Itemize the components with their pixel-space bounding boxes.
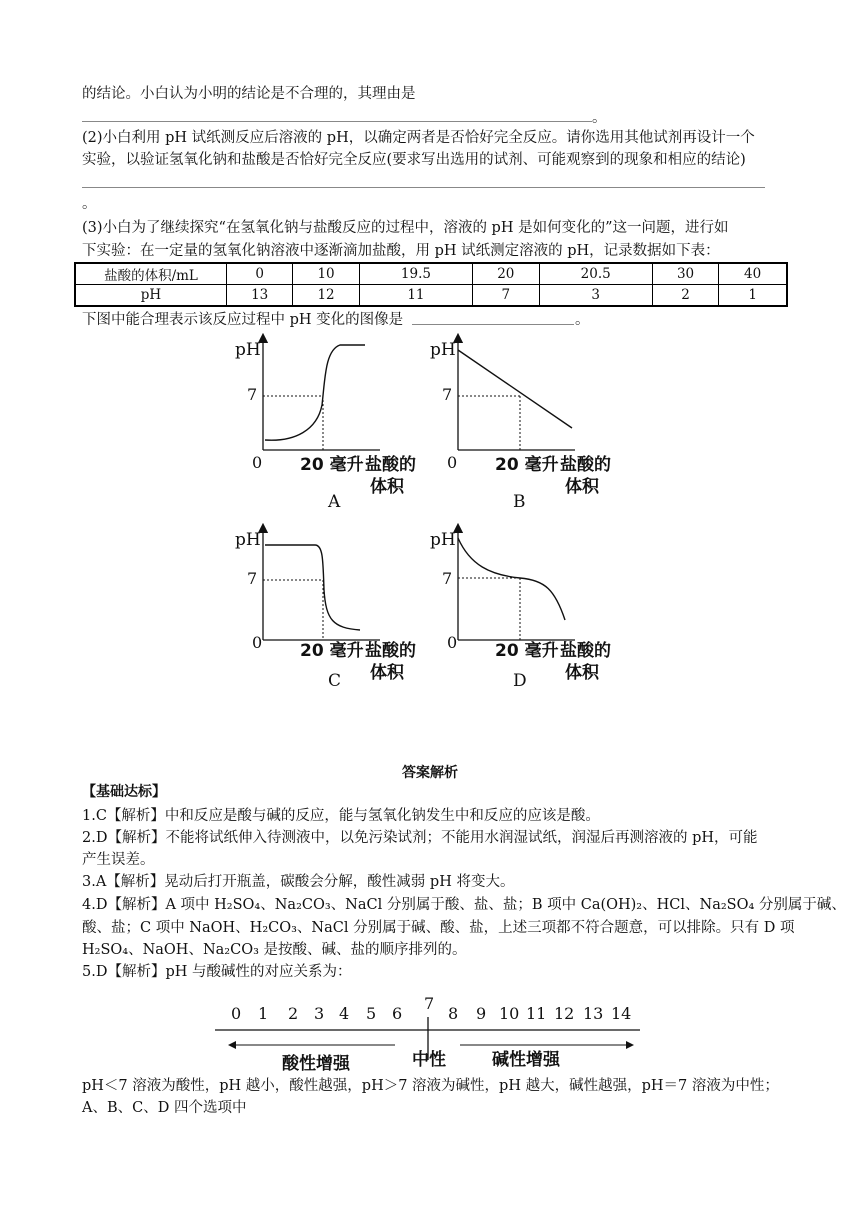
answer-blank[interactable] [412, 324, 574, 325]
x-axis-label: 体积 [565, 663, 599, 683]
data-table [74, 262, 788, 307]
y-axis-label: pH [430, 530, 456, 550]
answer-3: 3.A【解析】晃动后打开瓶盖，碳酸会分解，酸性减弱 pH 将变大。 [82, 874, 515, 890]
table-row-label: 盐酸的体积/mL [75, 263, 227, 285]
scale-tick-label: 14 [611, 1004, 632, 1023]
x-axis-label: 盐酸的 [365, 455, 416, 475]
answers-heading: 答案解析 [402, 765, 458, 781]
x-tick-label: 20 毫升 [495, 641, 559, 661]
answer-5: 5.D【解析】pH 与酸碱性的对应关系为： [82, 964, 352, 980]
table-cell: 13 [227, 285, 293, 307]
scale-tick-label: 2 [288, 1004, 299, 1023]
x-axis-label: 体积 [370, 663, 404, 683]
scale-tick-label: 4 [339, 1004, 350, 1023]
table-cell: 19.5 [359, 263, 472, 285]
x-axis-label: 盐酸的 [365, 641, 416, 661]
table-cell: 12 [293, 285, 359, 307]
scale-tick-label: 1 [258, 1004, 269, 1023]
table-cell: 10 [293, 263, 359, 285]
y-axis-label: pH [235, 340, 261, 360]
answer-2-cont: 产生误差。 [82, 852, 155, 868]
x-axis-label: 盐酸的 [560, 641, 611, 661]
seven-label: 7 [442, 385, 453, 404]
table-cell: 40 [719, 263, 787, 285]
q2-line4: 。 [82, 196, 97, 212]
answer-1: 1.C【解析】中和反应是酸与碱的反应，能与氢氧化钠发生中和反应的应该是酸。 [82, 808, 600, 824]
x-tick-label: 20 毫升 [300, 641, 364, 661]
scale-tick-label: 12 [554, 1004, 575, 1023]
table-row [75, 285, 787, 307]
seven-label: 7 [247, 569, 258, 588]
seven-label: 7 [247, 385, 258, 404]
table-row [75, 263, 787, 285]
x-tick-label: 20 毫升 [495, 455, 559, 475]
origin-label: 0 [252, 633, 263, 652]
scale-tick-label: 0 [231, 1004, 242, 1023]
acid-label: 酸性增强 [282, 1054, 350, 1074]
ph-scale-figure [210, 985, 650, 1075]
answer-2: 2.D【解析】不能将试纸伸入待测液中，以免污染试剂；不能用水润湿试纸，润湿后再测溶液的 pH，可能 [82, 830, 758, 846]
table-cell: 20 [473, 263, 539, 285]
answer-5-explanation-cont: A、B、C、D 四个选项中 [82, 1100, 247, 1116]
graph-letter: A [328, 492, 341, 512]
table-cell: 20.5 [539, 263, 652, 285]
neutral-label: 中性 [412, 1050, 446, 1070]
y-axis-label: pH [235, 530, 261, 550]
scale-tick-label: 13 [583, 1004, 604, 1023]
answer-5-explanation: pH＜7 溶液为酸性，pH 越小，酸性越强，pH＞7 溶液为碱性，pH 越大，碱性越强，pH＝7 溶液为中性； [82, 1078, 779, 1094]
conclusion-line: 的结论。小白认为小明的结论是不合理的，其理由是 [82, 86, 416, 102]
graph-a [235, 338, 416, 512]
x-axis-label: 盐酸的 [560, 455, 611, 475]
section-title: 【基础达标】 [82, 784, 166, 800]
table-row-label: pH [75, 285, 227, 307]
q3-line1: (3)小白为了继续探究“在氢氧化钠与盐酸反应的过程中，溶液的 pH 是如何变化的”这一问题，进行如 [82, 220, 729, 236]
graph-question: 下图中能合理表示该反应过程中 pH 变化的图像是 [82, 312, 404, 328]
table-cell: 3 [539, 285, 652, 307]
graph-b [430, 338, 611, 512]
graph-letter: C [328, 671, 342, 691]
answer-4-cont: H₂SO₄、NaOH、Na₂CO₃ 是按酸、碱、盐的顺序排列的。 [82, 942, 467, 958]
answer-blank[interactable] [82, 121, 592, 122]
graph-letter: B [513, 492, 526, 512]
scale-tick-label: 9 [476, 1004, 487, 1023]
base-label: 碱性增强 [492, 1050, 560, 1070]
table-cell: 2 [652, 285, 718, 307]
table-cell: 1 [719, 285, 787, 307]
scale-tick-label: 5 [366, 1004, 377, 1023]
origin-label: 0 [447, 633, 458, 652]
scale-tick-label: 8 [448, 1004, 459, 1023]
seven-label: 7 [442, 569, 453, 588]
q2-line1: (2)小白利用 pH 试纸测反应后溶液的 pH，以确定两者是否恰好完全反应。请你选用其他试剂再设计一个 [82, 130, 755, 146]
table-cell: 11 [359, 285, 472, 307]
x-tick-label: 20 毫升 [300, 455, 364, 475]
answer-blank[interactable] [82, 187, 765, 188]
q2-line2: 实验，以验证氢氧化钠和盐酸是否恰好完全反应(要求写出选用的试剂、可能观察到的现象和相应的结论) [82, 152, 746, 168]
line-end: 。 [592, 110, 607, 126]
q3-line2: 下实验：在一定量的氢氧化钠溶液中逐渐滴加盐酸，用 pH 试纸测定溶液的 pH，记录数据如下表： [82, 243, 720, 259]
graph-c [235, 528, 416, 691]
table-cell: 30 [652, 263, 718, 285]
ph-graphs-figure [225, 330, 635, 695]
graph-d [430, 528, 611, 691]
table-cell: 0 [227, 263, 293, 285]
origin-label: 0 [252, 453, 263, 472]
scale-tick-label: 11 [526, 1004, 547, 1023]
scale-tick-label: 6 [392, 1004, 403, 1023]
graph-letter: D [513, 671, 527, 691]
scale-tick-label: 3 [314, 1004, 325, 1023]
table-cell: 7 [473, 285, 539, 307]
x-axis-label: 体积 [565, 477, 599, 497]
y-axis-label: pH [430, 340, 456, 360]
scale-tick-label: 10 [499, 1004, 520, 1023]
answer-4: 4.D【解析】A 项中 H₂SO₄、Na₂CO₃、NaCl 分别属于酸、盐、盐；B 项中 Ca(OH)₂、HCl、Na₂SO₄ 分别属于碱、 [82, 897, 846, 913]
origin-label: 0 [447, 453, 458, 472]
answer-4-cont: 酸、盐；C 项中 NaOH、H₂CO₃、NaCl 分别属于碱、酸、盐，上述三项都不符合题意，可以排除。只有 D 项 [82, 920, 795, 936]
scale-tick-label: 7 [424, 994, 435, 1013]
line-end: 。 [575, 312, 590, 328]
x-axis-label: 体积 [370, 477, 404, 497]
